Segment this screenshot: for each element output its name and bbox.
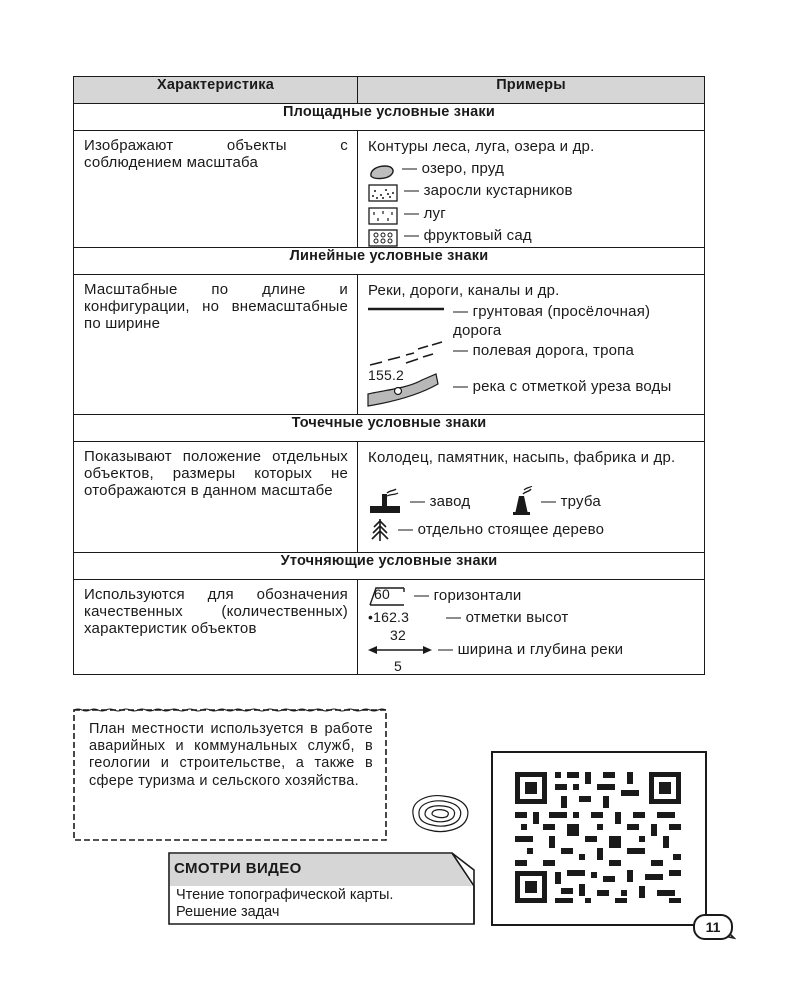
- contour-label: — горизонтали: [414, 587, 522, 604]
- factory-label: — завод: [410, 493, 471, 510]
- height-label: — отметки высот: [446, 609, 569, 626]
- dirt-road-label: — грунтовая (просёлочная) дорога: [453, 303, 651, 339]
- river-width-label: — ширина и глубина реки: [438, 641, 624, 658]
- linear-examples-cell: [358, 275, 705, 415]
- legend-table: [73, 76, 705, 675]
- linear-characteristic-cell: [74, 275, 358, 415]
- area-characteristic: Изображают объекты с соблюдением масштаба: [84, 137, 348, 171]
- chimney-label: — труба: [541, 493, 601, 510]
- point-characteristic: Показывают положение отдельных объектов, размеры которых не отображаются в данном масштабе: [84, 448, 348, 499]
- shrub-icon: [368, 184, 398, 202]
- river-width-value: 32: [390, 627, 406, 643]
- tree-label: — отдельно стоящее дерево: [398, 521, 605, 538]
- video-links: [176, 887, 393, 921]
- dirt-road-icon: [368, 305, 448, 313]
- clarifying-characteristic: Используются для обозначения качественных (количественных) характеристик объектов: [84, 586, 348, 637]
- section-title-linear: Линейные условные знаки: [74, 248, 705, 275]
- point-examples-cell: [358, 442, 705, 553]
- area-characteristic-cell: [74, 131, 358, 248]
- shrub-label: — заросли кустарников: [404, 182, 573, 199]
- contour-value: 60: [374, 586, 390, 602]
- height-mark: •162.3: [368, 609, 410, 625]
- river-label: — река с отметкой уреза воды: [453, 378, 672, 395]
- field-road-icon: [368, 341, 448, 369]
- section-title-area: Площадные условные знаки: [74, 104, 705, 131]
- clarifying-examples-cell: [358, 580, 705, 675]
- area-examples-cell: [358, 131, 705, 248]
- lake-label: — озеро, пруд: [402, 160, 505, 177]
- contour-map-icon: [407, 790, 475, 838]
- point-characteristic-cell: [74, 442, 358, 553]
- orchard-label: — фруктовый сад: [404, 227, 532, 244]
- section-title-clarifying: Уточняющие условные знаки: [74, 553, 705, 580]
- orchard-icon: [368, 229, 398, 247]
- chimney-icon: [510, 486, 536, 516]
- river-depth-value: 5: [394, 658, 402, 674]
- video-line-2[interactable]: Решение задач: [176, 904, 280, 920]
- meadow-label: — луг: [404, 205, 446, 222]
- meadow-icon: [368, 207, 398, 225]
- column-header-characteristic: Характеристика: [74, 77, 358, 104]
- area-intro: Контуры леса, луга, озера и др.: [368, 138, 595, 155]
- section-title-point: Точечные условные знаки: [74, 415, 705, 442]
- point-intro: Колодец, памятник, насыпь, фабрика и др.: [368, 449, 676, 466]
- tree-icon: [370, 518, 390, 542]
- info-box-text: План местности используется в работе аварийных и коммунальных служб, в геологии и строительстве, а также в сфере туризма и сельского хозяйства.: [89, 721, 373, 789]
- qr-code-icon[interactable]: [513, 770, 683, 905]
- column-header-examples: Примеры: [358, 77, 705, 104]
- linear-intro: Реки, дороги, каналы и др.: [368, 282, 560, 299]
- river-level-mark: 155.2: [368, 367, 405, 383]
- factory-icon: [368, 488, 402, 514]
- video-title: СМОТРИ ВИДЕО: [174, 860, 302, 877]
- river-width-arrow-icon: [368, 644, 432, 656]
- clarifying-characteristic-cell: [74, 580, 358, 675]
- field-road-label: — полевая дорога, тропа: [453, 342, 635, 359]
- linear-characteristic: Масштабные по длине и конфигурации, но внемасштабные по ширине: [84, 281, 348, 332]
- page-number: 11: [693, 914, 733, 940]
- video-line-1[interactable]: Чтение топографической карты.: [176, 887, 394, 903]
- lake-icon: [368, 163, 396, 181]
